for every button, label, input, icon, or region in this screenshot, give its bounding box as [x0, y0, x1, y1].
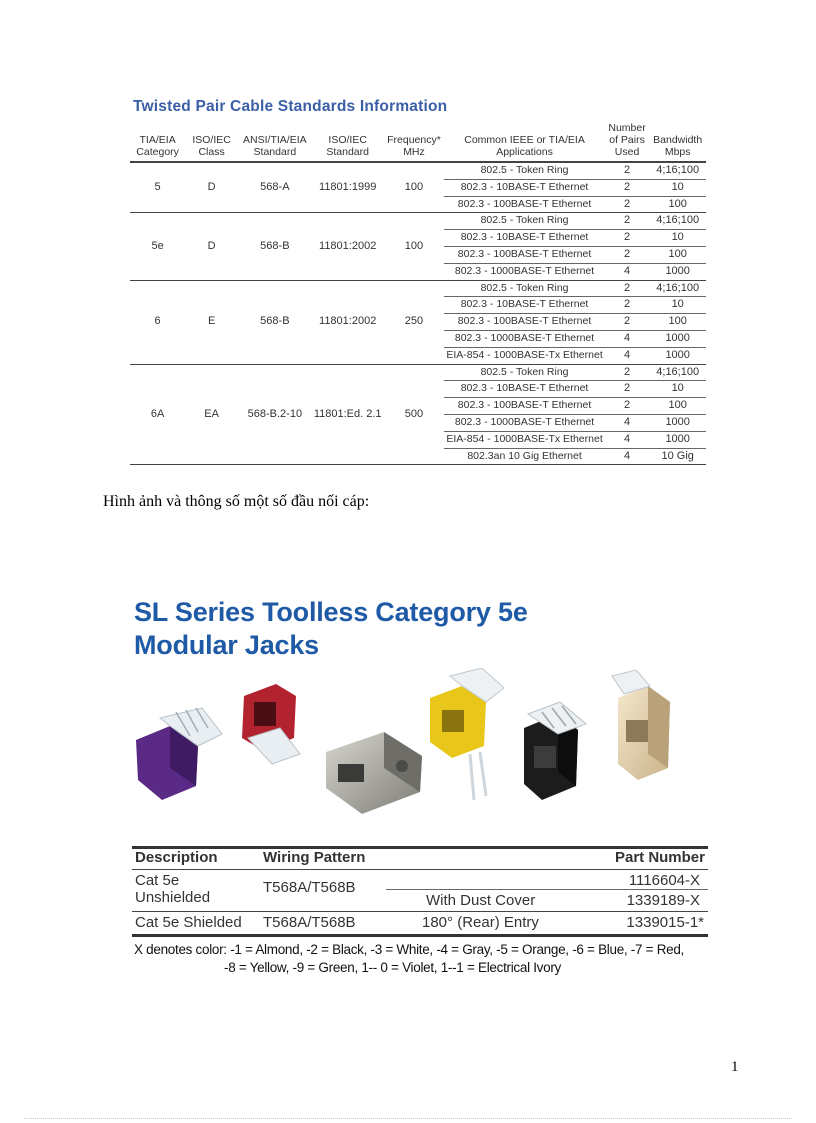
cell-ansi: 568-B.2-10	[238, 364, 312, 465]
table1-header-row	[130, 120, 706, 162]
cell-application: 802.3 - 1000BASE-T Ethernet	[444, 330, 604, 347]
cell-application: 802.3 - 100BASE-T Ethernet	[444, 314, 604, 331]
table1-body	[130, 162, 706, 465]
cell-pairs: 4	[605, 414, 650, 431]
cell-class: D	[185, 213, 238, 280]
cell-pairs: 2	[605, 246, 650, 263]
cell-ansi: 568-B	[238, 280, 312, 364]
cell-application: 802.3 - 100BASE-T Ethernet	[444, 246, 604, 263]
cell-bandwidth: 4;16;100	[649, 162, 706, 179]
table2-row-shielded	[132, 914, 708, 934]
cell-bandwidth: 1000	[649, 347, 706, 364]
cell-category: 6	[130, 280, 185, 364]
desc-shielded: Cat 5e Shielded	[135, 914, 242, 931]
table2-header-rule	[132, 869, 708, 870]
cell-pairs: 2	[605, 280, 650, 297]
table1-title: Twisted Pair Cable Standards Information	[133, 98, 448, 115]
part-unshielded: 1116604-X	[628, 872, 700, 889]
footnote-line1: X denotes color: -1 = Almond, -2 = Black, -3 = White, -4 = Gray, -5 = Orange, -6 = Blue, -7 = Red,	[134, 942, 685, 957]
table2-bottom-rule	[132, 934, 708, 937]
part-dust-cover: 1339189-X	[626, 892, 700, 909]
product-title	[134, 596, 528, 662]
cell-application: 802.3 - 10BASE-T Ethernet	[444, 230, 604, 247]
cell-bandwidth: 100	[649, 314, 706, 331]
cell-freq: 100	[384, 162, 445, 213]
cell-application: 802.3 - 1000BASE-T Ethernet	[444, 414, 604, 431]
cell-iso: 11801:2002	[312, 280, 384, 364]
table1-row	[130, 364, 706, 381]
cell-category: 5	[130, 162, 185, 213]
yellow-jack	[430, 668, 504, 800]
cell-bandwidth: 10	[649, 179, 706, 196]
cell-pairs: 4	[605, 347, 650, 364]
cell-pairs: 2	[605, 314, 650, 331]
cell-bandwidth: 10 Gig	[649, 448, 706, 465]
table2-inner-rule	[386, 889, 708, 890]
cell-bandwidth: 100	[649, 196, 706, 213]
cell-bandwidth: 10	[649, 381, 706, 398]
cell-ansi: 568-B	[238, 213, 312, 280]
cell-application: 802.3 - 10BASE-T Ethernet	[444, 381, 604, 398]
cell-category: 6A	[130, 364, 185, 465]
cell-application: 802.3 - 10BASE-T Ethernet	[444, 297, 604, 314]
header-bandwidth: Bandwidth Mbps	[649, 120, 706, 162]
cell-category: 5e	[130, 213, 185, 280]
cell-application: 802.5 - Token Ring	[444, 162, 604, 179]
cell-pairs: 2	[605, 230, 650, 247]
cell-bandwidth: 10	[649, 230, 706, 247]
cell-application: 802.5 - Token Ring	[444, 280, 604, 297]
cell-pairs: 2	[605, 162, 650, 179]
violet-jack	[136, 708, 222, 800]
cell-bandwidth: 4;16;100	[649, 213, 706, 230]
cell-freq: 500	[384, 364, 445, 465]
table1-row	[130, 162, 706, 179]
table1-row	[130, 213, 706, 230]
cell-pairs: 2	[605, 381, 650, 398]
cell-pairs: 2	[605, 196, 650, 213]
page-bottom-border	[24, 1118, 792, 1119]
cell-pairs: 4	[605, 330, 650, 347]
cable-standards-table	[130, 120, 706, 465]
cell-bandwidth: 1000	[649, 330, 706, 347]
cell-bandwidth: 4;16;100	[649, 280, 706, 297]
option-rear-entry: 180° (Rear) Entry	[422, 914, 539, 931]
header-applications: Common IEEE or TIA/EIA Applications	[444, 120, 604, 162]
cell-application: EIA-854 - 1000BASE-Tx Ethernet	[444, 347, 604, 364]
desc-unshielded-line2: Unshielded	[135, 889, 211, 906]
footnote-line2: -8 = Yellow, -9 = Green, 1-- 0 = Violet, 1--1 = Electrical Ivory	[224, 960, 561, 975]
cell-class: EA	[185, 364, 238, 465]
cell-application: 802.3 - 100BASE-T Ethernet	[444, 398, 604, 415]
section-caption: Hình ảnh và thông số một số đầu nối cáp:	[103, 493, 370, 510]
cell-application: EIA-854 - 1000BASE-Tx Ethernet	[444, 431, 604, 448]
modular-jacks-photo	[130, 668, 710, 843]
cell-bandwidth: 4;16;100	[649, 364, 706, 381]
cell-bandwidth: 100	[649, 398, 706, 415]
cell-application: 802.3 - 100BASE-T Ethernet	[444, 196, 604, 213]
cell-class: E	[185, 280, 238, 364]
cell-bandwidth: 10	[649, 297, 706, 314]
shielded-jack	[326, 732, 422, 814]
cell-freq: 250	[384, 280, 445, 364]
wiring-shielded: T568A/T568B	[263, 914, 356, 931]
header-iso-standard: ISO/IEC Standard	[312, 120, 384, 162]
cell-application: 802.3 - 10BASE-T Ethernet	[444, 179, 604, 196]
part-shielded: 1339015-1*	[626, 914, 704, 931]
cell-application: 802.5 - Token Ring	[444, 213, 604, 230]
header-pairs: Number of Pairs Used	[605, 120, 650, 162]
header-tia-category: TIA/EIA Category	[130, 120, 185, 162]
cell-iso: 11801:1999	[312, 162, 384, 213]
cell-application: 802.3an 10 Gig Ethernet	[444, 448, 604, 465]
cell-pairs: 2	[605, 398, 650, 415]
cell-application: 802.5 - Token Ring	[444, 364, 604, 381]
page-number: 1	[731, 1059, 739, 1075]
table2-header-row	[132, 849, 708, 869]
cell-iso: 11801:Ed. 2.1	[312, 364, 384, 465]
product-title-line2: Modular Jacks	[134, 630, 319, 660]
header-description: Description	[135, 849, 218, 866]
cell-application: 802.3 - 1000BASE-T Ethernet	[444, 263, 604, 280]
black-jack	[524, 702, 586, 800]
header-part-number: Part Number	[614, 849, 705, 866]
cell-pairs: 2	[605, 364, 650, 381]
cell-freq: 100	[384, 213, 445, 280]
cell-iso: 11801:2002	[312, 213, 384, 280]
product-title-line1: SL Series Toolless Category 5e	[134, 597, 528, 627]
cell-pairs: 2	[605, 297, 650, 314]
cell-bandwidth: 100	[649, 246, 706, 263]
header-wiring-pattern: Wiring Pattern	[263, 849, 366, 866]
cell-pairs: 2	[605, 179, 650, 196]
cell-class: D	[185, 162, 238, 213]
header-frequency: Frequency* MHz	[384, 120, 445, 162]
table1-row	[130, 280, 706, 297]
table2-row1-rule	[132, 911, 708, 912]
cell-bandwidth: 1000	[649, 263, 706, 280]
color-footnote	[134, 941, 684, 977]
cell-pairs: 4	[605, 263, 650, 280]
cell-bandwidth: 1000	[649, 431, 706, 448]
cell-bandwidth: 1000	[649, 414, 706, 431]
option-dust-cover: With Dust Cover	[426, 892, 536, 909]
header-iso-class: ISO/IEC Class	[185, 120, 238, 162]
table2-row-unshielded	[132, 872, 708, 912]
desc-unshielded-line1: Cat 5e	[135, 872, 180, 889]
wiring-unshielded: T568A/T568B	[263, 879, 356, 896]
header-ansi-standard: ANSI/TIA/EIA Standard	[238, 120, 312, 162]
red-jack	[242, 684, 300, 764]
ivory-jack	[612, 670, 670, 780]
cell-pairs: 4	[605, 448, 650, 465]
cell-ansi: 568-A	[238, 162, 312, 213]
cell-pairs: 2	[605, 213, 650, 230]
cell-pairs: 4	[605, 431, 650, 448]
